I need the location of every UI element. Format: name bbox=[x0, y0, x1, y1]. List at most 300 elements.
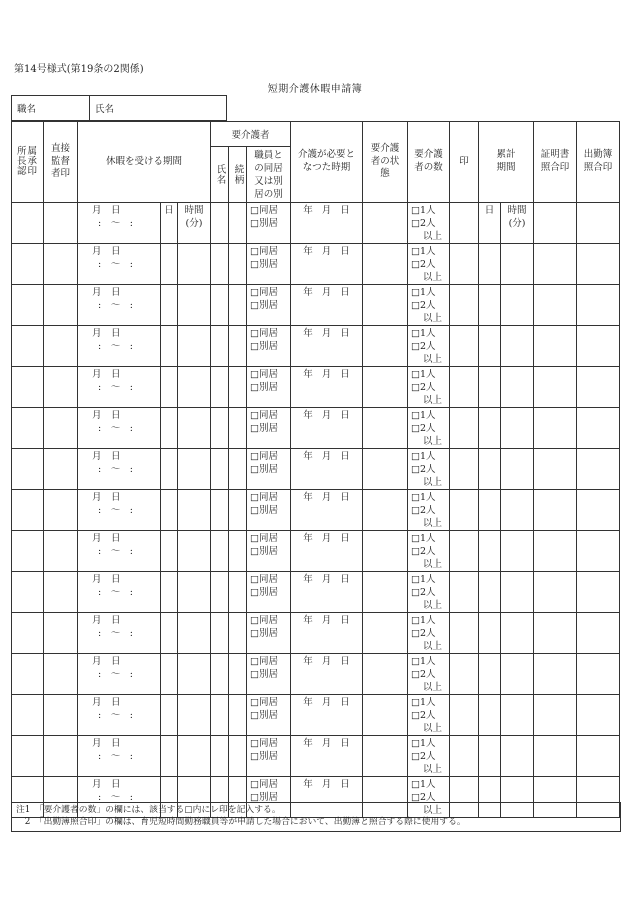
cohabit-checkbox[interactable]: □同居 bbox=[250, 574, 278, 585]
count-one-checkbox[interactable]: □1人 bbox=[411, 410, 436, 421]
cohabit-checkbox[interactable]: □同居 bbox=[250, 533, 278, 544]
supervisor-seal-cell[interactable] bbox=[44, 695, 78, 736]
relationship-cell[interactable] bbox=[229, 613, 247, 654]
dept-head-seal-cell[interactable] bbox=[12, 531, 44, 572]
cohabit-checkbox[interactable]: □同居 bbox=[250, 410, 278, 421]
supervisor-seal-cell[interactable] bbox=[44, 490, 78, 531]
dept-head-seal-cell[interactable] bbox=[12, 285, 44, 326]
living-cell[interactable] bbox=[247, 244, 291, 285]
condition-cell[interactable] bbox=[363, 613, 408, 654]
seal-cell[interactable] bbox=[450, 285, 479, 326]
cohabit-checkbox[interactable]: □同居 bbox=[250, 697, 278, 708]
condition-cell[interactable] bbox=[363, 572, 408, 613]
period-date: 月 日 bbox=[92, 451, 121, 462]
leave-period-cell[interactable] bbox=[78, 654, 161, 695]
cohabit-checkbox[interactable]: □同居 bbox=[250, 328, 278, 339]
recipient-name-cell[interactable] bbox=[211, 326, 229, 367]
cumulative-hours-cell[interactable] bbox=[501, 449, 534, 490]
cohabit-checkbox[interactable]: □同居 bbox=[250, 492, 278, 503]
cumulative-days-cell[interactable] bbox=[479, 203, 501, 244]
count-two-checkbox[interactable]: □2人 bbox=[411, 710, 436, 721]
certificate-check-cell[interactable] bbox=[534, 695, 577, 736]
leave-period-cell[interactable] bbox=[78, 572, 161, 613]
attendance-check-cell[interactable] bbox=[577, 367, 620, 408]
attendance-check-cell[interactable] bbox=[577, 572, 620, 613]
cumulative-hours-cell[interactable] bbox=[501, 408, 534, 449]
relationship-cell[interactable] bbox=[229, 367, 247, 408]
certificate-check-cell[interactable] bbox=[534, 326, 577, 367]
seal-cell[interactable] bbox=[450, 449, 479, 490]
condition-cell[interactable] bbox=[363, 449, 408, 490]
living-cell[interactable] bbox=[247, 408, 291, 449]
supervisor-seal-cell[interactable] bbox=[44, 203, 78, 244]
count-one-checkbox[interactable]: □1人 bbox=[411, 205, 436, 216]
care-needed-date-cell[interactable] bbox=[291, 490, 363, 531]
cumulative-days-cell[interactable] bbox=[479, 613, 501, 654]
attendance-check-cell[interactable] bbox=[577, 203, 620, 244]
cumulative-days-cell[interactable] bbox=[479, 654, 501, 695]
living-line2: の同居 bbox=[254, 162, 283, 174]
condition-cell[interactable] bbox=[363, 326, 408, 367]
certificate-check-cell[interactable] bbox=[534, 613, 577, 654]
cohabit-checkbox[interactable]: □同居 bbox=[250, 287, 278, 298]
count-one-checkbox[interactable]: □1人 bbox=[411, 779, 436, 790]
relationship-cell[interactable] bbox=[229, 736, 247, 777]
cohabit-checkbox[interactable]: □同居 bbox=[250, 369, 278, 380]
separate-checkbox[interactable]: □別居 bbox=[250, 259, 278, 270]
care-needed-date-cell[interactable] bbox=[291, 203, 363, 244]
living-cell[interactable] bbox=[247, 490, 291, 531]
leave-hours-cell[interactable] bbox=[178, 654, 211, 695]
count-two-checkbox[interactable]: □2人 bbox=[411, 423, 436, 434]
count-one-checkbox[interactable]: □1人 bbox=[411, 451, 436, 462]
count-more-label: 以上 bbox=[423, 805, 443, 816]
separate-checkbox[interactable]: □別居 bbox=[250, 587, 278, 598]
supervisor-seal-cell[interactable] bbox=[44, 367, 78, 408]
leave-days-cell[interactable] bbox=[161, 736, 178, 777]
cumulative-line1: 累計 bbox=[496, 149, 516, 161]
separate-checkbox[interactable]: □別居 bbox=[250, 341, 278, 352]
recipient-name-cell[interactable] bbox=[211, 531, 229, 572]
count-two-checkbox[interactable]: □2人 bbox=[411, 546, 436, 557]
attendance-check-cell[interactable] bbox=[577, 326, 620, 367]
dept-head-seal-cell[interactable] bbox=[12, 613, 44, 654]
leave-days-cell[interactable] bbox=[161, 408, 178, 449]
condition-cell[interactable] bbox=[363, 408, 408, 449]
recipient-name-cell[interactable] bbox=[211, 654, 229, 695]
leave-period-cell[interactable] bbox=[78, 408, 161, 449]
recipient-count-cell[interactable] bbox=[408, 654, 450, 695]
certificate-check-cell[interactable] bbox=[534, 572, 577, 613]
leave-hours-cell[interactable] bbox=[178, 203, 211, 244]
leave-days-cell[interactable] bbox=[161, 244, 178, 285]
recipient-name-cell[interactable] bbox=[211, 736, 229, 777]
cumulative-hours-cell[interactable] bbox=[501, 654, 534, 695]
care-needed-date-cell[interactable] bbox=[291, 572, 363, 613]
recipient-name-cell[interactable] bbox=[211, 695, 229, 736]
relationship-cell[interactable] bbox=[229, 449, 247, 490]
count-one-checkbox[interactable]: □1人 bbox=[411, 738, 436, 749]
condition-cell[interactable] bbox=[363, 490, 408, 531]
separate-checkbox[interactable]: □別居 bbox=[250, 546, 278, 557]
recipient-count-cell[interactable] bbox=[408, 490, 450, 531]
recipient-name-cell[interactable] bbox=[211, 408, 229, 449]
recipient-count-cell[interactable] bbox=[408, 572, 450, 613]
living-cell[interactable] bbox=[247, 654, 291, 695]
attendance-check-cell[interactable] bbox=[577, 244, 620, 285]
recipient-name-cell[interactable] bbox=[211, 572, 229, 613]
leave-days-cell[interactable] bbox=[161, 695, 178, 736]
supervisor-seal-cell[interactable] bbox=[44, 531, 78, 572]
count-one-checkbox[interactable]: □1人 bbox=[411, 369, 436, 380]
leave-hours-cell[interactable] bbox=[178, 572, 211, 613]
separate-checkbox[interactable]: □別居 bbox=[250, 300, 278, 311]
attendance-check-cell[interactable] bbox=[577, 695, 620, 736]
seal-cell[interactable] bbox=[450, 408, 479, 449]
dept-head-seal-cell[interactable] bbox=[12, 490, 44, 531]
cumulative-days-cell[interactable] bbox=[479, 695, 501, 736]
leave-days-cell[interactable] bbox=[161, 613, 178, 654]
seal-cell[interactable] bbox=[450, 572, 479, 613]
cohabit-checkbox[interactable]: □同居 bbox=[250, 779, 278, 790]
living-cell[interactable] bbox=[247, 613, 291, 654]
living-cell[interactable] bbox=[247, 572, 291, 613]
separate-checkbox[interactable]: □別居 bbox=[250, 710, 278, 721]
leave-period-cell[interactable] bbox=[78, 367, 161, 408]
living-cell[interactable] bbox=[247, 285, 291, 326]
dept-head-seal-cell[interactable] bbox=[12, 736, 44, 777]
cohabit-checkbox[interactable]: □同居 bbox=[250, 246, 278, 257]
condition-cell[interactable] bbox=[363, 654, 408, 695]
cohabit-checkbox[interactable]: □同居 bbox=[250, 205, 278, 216]
separate-checkbox[interactable]: □別居 bbox=[250, 218, 278, 229]
count-one-checkbox[interactable]: □1人 bbox=[411, 492, 436, 503]
seal-cell[interactable] bbox=[450, 654, 479, 695]
relationship-cell[interactable] bbox=[229, 203, 247, 244]
count-two-checkbox[interactable]: □2人 bbox=[411, 505, 436, 516]
recipient-count-cell[interactable] bbox=[408, 408, 450, 449]
count-two-checkbox[interactable]: □2人 bbox=[411, 792, 436, 803]
dept-head-seal-cell[interactable] bbox=[12, 695, 44, 736]
condition-cell[interactable] bbox=[363, 695, 408, 736]
dept-head-seal-cell[interactable] bbox=[12, 326, 44, 367]
attendance-check-cell[interactable] bbox=[577, 613, 620, 654]
dept-head-seal-cell[interactable] bbox=[12, 244, 44, 285]
cohabit-checkbox[interactable]: □同居 bbox=[250, 615, 278, 626]
relationship-cell[interactable] bbox=[229, 531, 247, 572]
dept-head-seal-cell[interactable] bbox=[12, 572, 44, 613]
leave-hours-cell[interactable] bbox=[178, 326, 211, 367]
certificate-check-cell[interactable] bbox=[534, 203, 577, 244]
cumulative-hours-cell[interactable] bbox=[501, 490, 534, 531]
period-time: : ～ : bbox=[98, 464, 133, 475]
separate-checkbox[interactable]: □別居 bbox=[250, 382, 278, 393]
living-cell[interactable] bbox=[247, 203, 291, 244]
leave-hours-cell[interactable] bbox=[178, 736, 211, 777]
recipient-name-cell[interactable] bbox=[211, 490, 229, 531]
supervisor-seal-cell[interactable] bbox=[44, 572, 78, 613]
relationship-cell[interactable] bbox=[229, 408, 247, 449]
certificate-line2: 照合印 bbox=[540, 162, 570, 173]
supervisor-seal-cell[interactable] bbox=[44, 326, 78, 367]
recipient-count-cell[interactable] bbox=[408, 326, 450, 367]
relationship-cell[interactable] bbox=[229, 326, 247, 367]
cumulative-days-cell[interactable] bbox=[479, 449, 501, 490]
seal-cell[interactable] bbox=[450, 203, 479, 244]
living-line3: 又は別 bbox=[254, 175, 283, 187]
seal-cell[interactable] bbox=[450, 613, 479, 654]
count-two-checkbox[interactable]: □2人 bbox=[411, 218, 436, 229]
recipient-count-cell[interactable] bbox=[408, 613, 450, 654]
certificate-check-cell[interactable] bbox=[534, 654, 577, 695]
recipient-count-cell[interactable] bbox=[408, 736, 450, 777]
cumulative-hours-cell[interactable] bbox=[501, 695, 534, 736]
cumulative-days-cell[interactable] bbox=[479, 367, 501, 408]
leave-hours-cell[interactable] bbox=[178, 695, 211, 736]
count-two-checkbox[interactable]: □2人 bbox=[411, 628, 436, 639]
count-two-checkbox[interactable]: □2人 bbox=[411, 259, 436, 270]
leave-period-cell[interactable] bbox=[78, 449, 161, 490]
certificate-check-cell[interactable] bbox=[534, 408, 577, 449]
condition-cell[interactable] bbox=[363, 285, 408, 326]
dept-head-seal-cell[interactable] bbox=[12, 449, 44, 490]
supervisor-seal-cell[interactable] bbox=[44, 285, 78, 326]
job-title-field[interactable] bbox=[12, 96, 90, 121]
seal-cell[interactable] bbox=[450, 695, 479, 736]
cumulative-days-cell[interactable] bbox=[479, 736, 501, 777]
leave-days-cell[interactable] bbox=[161, 203, 178, 244]
leave-hours-cell[interactable] bbox=[178, 449, 211, 490]
leave-hours-cell[interactable] bbox=[178, 490, 211, 531]
attendance-check-cell[interactable] bbox=[577, 449, 620, 490]
recipient-count-cell[interactable] bbox=[408, 285, 450, 326]
seal-cell[interactable] bbox=[450, 490, 479, 531]
care-needed-date-cell[interactable] bbox=[291, 408, 363, 449]
recipient-name-cell[interactable] bbox=[211, 613, 229, 654]
cumulative-days-cell[interactable] bbox=[479, 408, 501, 449]
certificate-check-cell[interactable] bbox=[534, 736, 577, 777]
leave-period-cell[interactable] bbox=[78, 326, 161, 367]
recipient-name-cell[interactable] bbox=[211, 203, 229, 244]
living-cell[interactable] bbox=[247, 736, 291, 777]
care-needed-date-cell[interactable] bbox=[291, 285, 363, 326]
cohabit-checkbox[interactable]: □同居 bbox=[250, 451, 278, 462]
separate-checkbox[interactable]: □別居 bbox=[250, 505, 278, 516]
seal-cell[interactable] bbox=[450, 531, 479, 572]
relationship-cell[interactable] bbox=[229, 572, 247, 613]
count-two-checkbox[interactable]: □2人 bbox=[411, 382, 436, 393]
cumulative-hours-cell[interactable] bbox=[501, 531, 534, 572]
relationship-cell[interactable] bbox=[229, 244, 247, 285]
leave-days-cell[interactable] bbox=[161, 490, 178, 531]
cumulative-hours-cell[interactable] bbox=[501, 736, 534, 777]
leave-register-table bbox=[11, 121, 620, 818]
dept-head-seal-cell[interactable] bbox=[12, 654, 44, 695]
recipient-count-cell[interactable] bbox=[408, 203, 450, 244]
attendance-check-cell[interactable] bbox=[577, 736, 620, 777]
attendance-check-cell[interactable] bbox=[577, 531, 620, 572]
certificate-check-cell[interactable] bbox=[534, 285, 577, 326]
count-two-checkbox[interactable]: □2人 bbox=[411, 751, 436, 762]
relationship-cell[interactable] bbox=[229, 285, 247, 326]
dept-head-seal-cell[interactable] bbox=[12, 203, 44, 244]
period-date: 月 日 bbox=[92, 492, 121, 503]
attendance-check-cell[interactable] bbox=[577, 654, 620, 695]
supervisor-seal-cell[interactable] bbox=[44, 613, 78, 654]
leave-days-cell[interactable] bbox=[161, 531, 178, 572]
leave-period-cell[interactable] bbox=[78, 613, 161, 654]
ymd-label: 年 月 日 bbox=[303, 533, 350, 544]
count-more-label: 以上 bbox=[423, 682, 443, 693]
leave-hours-cell[interactable] bbox=[178, 244, 211, 285]
separate-checkbox[interactable]: □別居 bbox=[250, 423, 278, 434]
leave-hours-cell[interactable] bbox=[178, 531, 211, 572]
leave-days-cell[interactable] bbox=[161, 572, 178, 613]
count-one-checkbox[interactable]: □1人 bbox=[411, 533, 436, 544]
seal-cell[interactable] bbox=[450, 736, 479, 777]
condition-cell[interactable] bbox=[363, 367, 408, 408]
leave-hours-cell[interactable] bbox=[178, 367, 211, 408]
cumulative-days-cell[interactable] bbox=[479, 244, 501, 285]
supervisor-seal-cell[interactable] bbox=[44, 736, 78, 777]
leave-period-cell[interactable] bbox=[78, 736, 161, 777]
leave-hours-cell[interactable] bbox=[178, 285, 211, 326]
living-cell[interactable] bbox=[247, 531, 291, 572]
recipient-count-cell[interactable] bbox=[408, 695, 450, 736]
count-one-checkbox[interactable]: □1人 bbox=[411, 615, 436, 626]
cumulative-hours-cell[interactable] bbox=[501, 613, 534, 654]
header-recipient-name: 氏名 bbox=[211, 147, 229, 203]
cumulative-days-cell[interactable] bbox=[479, 285, 501, 326]
certificate-check-cell[interactable] bbox=[534, 449, 577, 490]
recipient-count-cell[interactable] bbox=[408, 367, 450, 408]
leave-days-cell[interactable] bbox=[161, 367, 178, 408]
cumulative-days-cell[interactable] bbox=[479, 531, 501, 572]
cumulative-hours-cell[interactable] bbox=[501, 203, 534, 244]
care-needed-date-cell[interactable] bbox=[291, 613, 363, 654]
supervisor-seal-cell[interactable] bbox=[44, 244, 78, 285]
dept-head-seal-cell[interactable] bbox=[12, 408, 44, 449]
cumulative-hours-cell[interactable] bbox=[501, 326, 534, 367]
leave-days-cell[interactable] bbox=[161, 285, 178, 326]
count-one-checkbox[interactable]: □1人 bbox=[411, 287, 436, 298]
count-one-checkbox[interactable]: □1人 bbox=[411, 697, 436, 708]
cumulative-hours-cell[interactable] bbox=[501, 572, 534, 613]
certificate-check-cell[interactable] bbox=[534, 531, 577, 572]
dept-head-seal-cell[interactable] bbox=[12, 367, 44, 408]
recipient-count-cell[interactable] bbox=[408, 449, 450, 490]
care-needed-date-cell[interactable] bbox=[291, 695, 363, 736]
supervisor-seal-cell[interactable] bbox=[44, 449, 78, 490]
attendance-check-cell[interactable] bbox=[577, 408, 620, 449]
living-cell[interactable] bbox=[247, 326, 291, 367]
certificate-check-cell[interactable] bbox=[534, 490, 577, 531]
leave-period-cell[interactable] bbox=[78, 285, 161, 326]
recipient-count-cell[interactable] bbox=[408, 244, 450, 285]
supervisor-seal-cell[interactable] bbox=[44, 408, 78, 449]
count-two-checkbox[interactable]: □2人 bbox=[411, 587, 436, 598]
relationship-cell[interactable] bbox=[229, 654, 247, 695]
relationship-cell[interactable] bbox=[229, 490, 247, 531]
condition-cell[interactable] bbox=[363, 244, 408, 285]
count-one-checkbox[interactable]: □1人 bbox=[411, 574, 436, 585]
care-needed-date-cell[interactable] bbox=[291, 736, 363, 777]
leave-days-cell[interactable] bbox=[161, 654, 178, 695]
care-needed-date-cell[interactable] bbox=[291, 449, 363, 490]
seal-cell[interactable] bbox=[450, 326, 479, 367]
cohabit-checkbox[interactable]: □同居 bbox=[250, 738, 278, 749]
leave-period-cell[interactable] bbox=[78, 203, 161, 244]
count-two-checkbox[interactable]: □2人 bbox=[411, 464, 436, 475]
relationship-cell[interactable] bbox=[229, 695, 247, 736]
cumulative-days-cell[interactable] bbox=[479, 326, 501, 367]
condition-cell[interactable] bbox=[363, 531, 408, 572]
seal-cell[interactable] bbox=[450, 367, 479, 408]
recipient-name-cell[interactable] bbox=[211, 367, 229, 408]
cumulative-days-cell[interactable] bbox=[479, 572, 501, 613]
leave-days-cell[interactable] bbox=[161, 449, 178, 490]
cohabit-checkbox[interactable]: □同居 bbox=[250, 656, 278, 667]
name-field[interactable] bbox=[90, 96, 227, 121]
seal-cell[interactable] bbox=[450, 244, 479, 285]
count-two-checkbox[interactable]: □2人 bbox=[411, 341, 436, 352]
condition-cell[interactable] bbox=[363, 736, 408, 777]
leave-period-cell[interactable] bbox=[78, 695, 161, 736]
leave-hours-cell[interactable] bbox=[178, 408, 211, 449]
cumulative-hours-cell[interactable] bbox=[501, 244, 534, 285]
cumulative-days-cell[interactable] bbox=[479, 490, 501, 531]
attendance-check-cell[interactable] bbox=[577, 285, 620, 326]
leave-period-cell[interactable] bbox=[78, 531, 161, 572]
separate-checkbox[interactable]: □別居 bbox=[250, 751, 278, 762]
separate-checkbox[interactable]: □別居 bbox=[250, 792, 278, 803]
living-cell[interactable] bbox=[247, 367, 291, 408]
count-one-checkbox[interactable]: □1人 bbox=[411, 328, 436, 339]
separate-checkbox[interactable]: □別居 bbox=[250, 669, 278, 680]
care-needed-date-cell[interactable] bbox=[291, 326, 363, 367]
leave-hours-cell[interactable] bbox=[178, 613, 211, 654]
separate-checkbox[interactable]: □別居 bbox=[250, 628, 278, 639]
leave-days-cell[interactable] bbox=[161, 326, 178, 367]
recipient-name-cell[interactable] bbox=[211, 244, 229, 285]
care-needed-date-cell[interactable] bbox=[291, 654, 363, 695]
recipient-name-cell[interactable] bbox=[211, 285, 229, 326]
recipient-count-cell[interactable] bbox=[408, 531, 450, 572]
care-needed-date-cell[interactable] bbox=[291, 244, 363, 285]
cumulative-hours-cell[interactable] bbox=[501, 367, 534, 408]
table-row bbox=[12, 695, 620, 736]
living-cell[interactable] bbox=[247, 695, 291, 736]
count-two-checkbox[interactable]: □2人 bbox=[411, 300, 436, 311]
count-more-label: 以上 bbox=[423, 559, 443, 570]
condition-cell[interactable] bbox=[363, 203, 408, 244]
leave-period-cell[interactable] bbox=[78, 490, 161, 531]
recipient-name-cell[interactable] bbox=[211, 449, 229, 490]
leave-period-cell[interactable] bbox=[78, 244, 161, 285]
supervisor-seal-cell[interactable] bbox=[44, 654, 78, 695]
separate-checkbox[interactable]: □別居 bbox=[250, 464, 278, 475]
cumulative-hours-cell[interactable] bbox=[501, 285, 534, 326]
attendance-check-cell[interactable] bbox=[577, 490, 620, 531]
care-needed-date-cell[interactable] bbox=[291, 531, 363, 572]
count-one-checkbox[interactable]: □1人 bbox=[411, 656, 436, 667]
count-two-checkbox[interactable]: □2人 bbox=[411, 669, 436, 680]
certificate-check-cell[interactable] bbox=[534, 244, 577, 285]
living-cell[interactable] bbox=[247, 449, 291, 490]
certificate-check-cell[interactable] bbox=[534, 367, 577, 408]
care-needed-date-cell[interactable] bbox=[291, 367, 363, 408]
count-one-checkbox[interactable]: □1人 bbox=[411, 246, 436, 257]
